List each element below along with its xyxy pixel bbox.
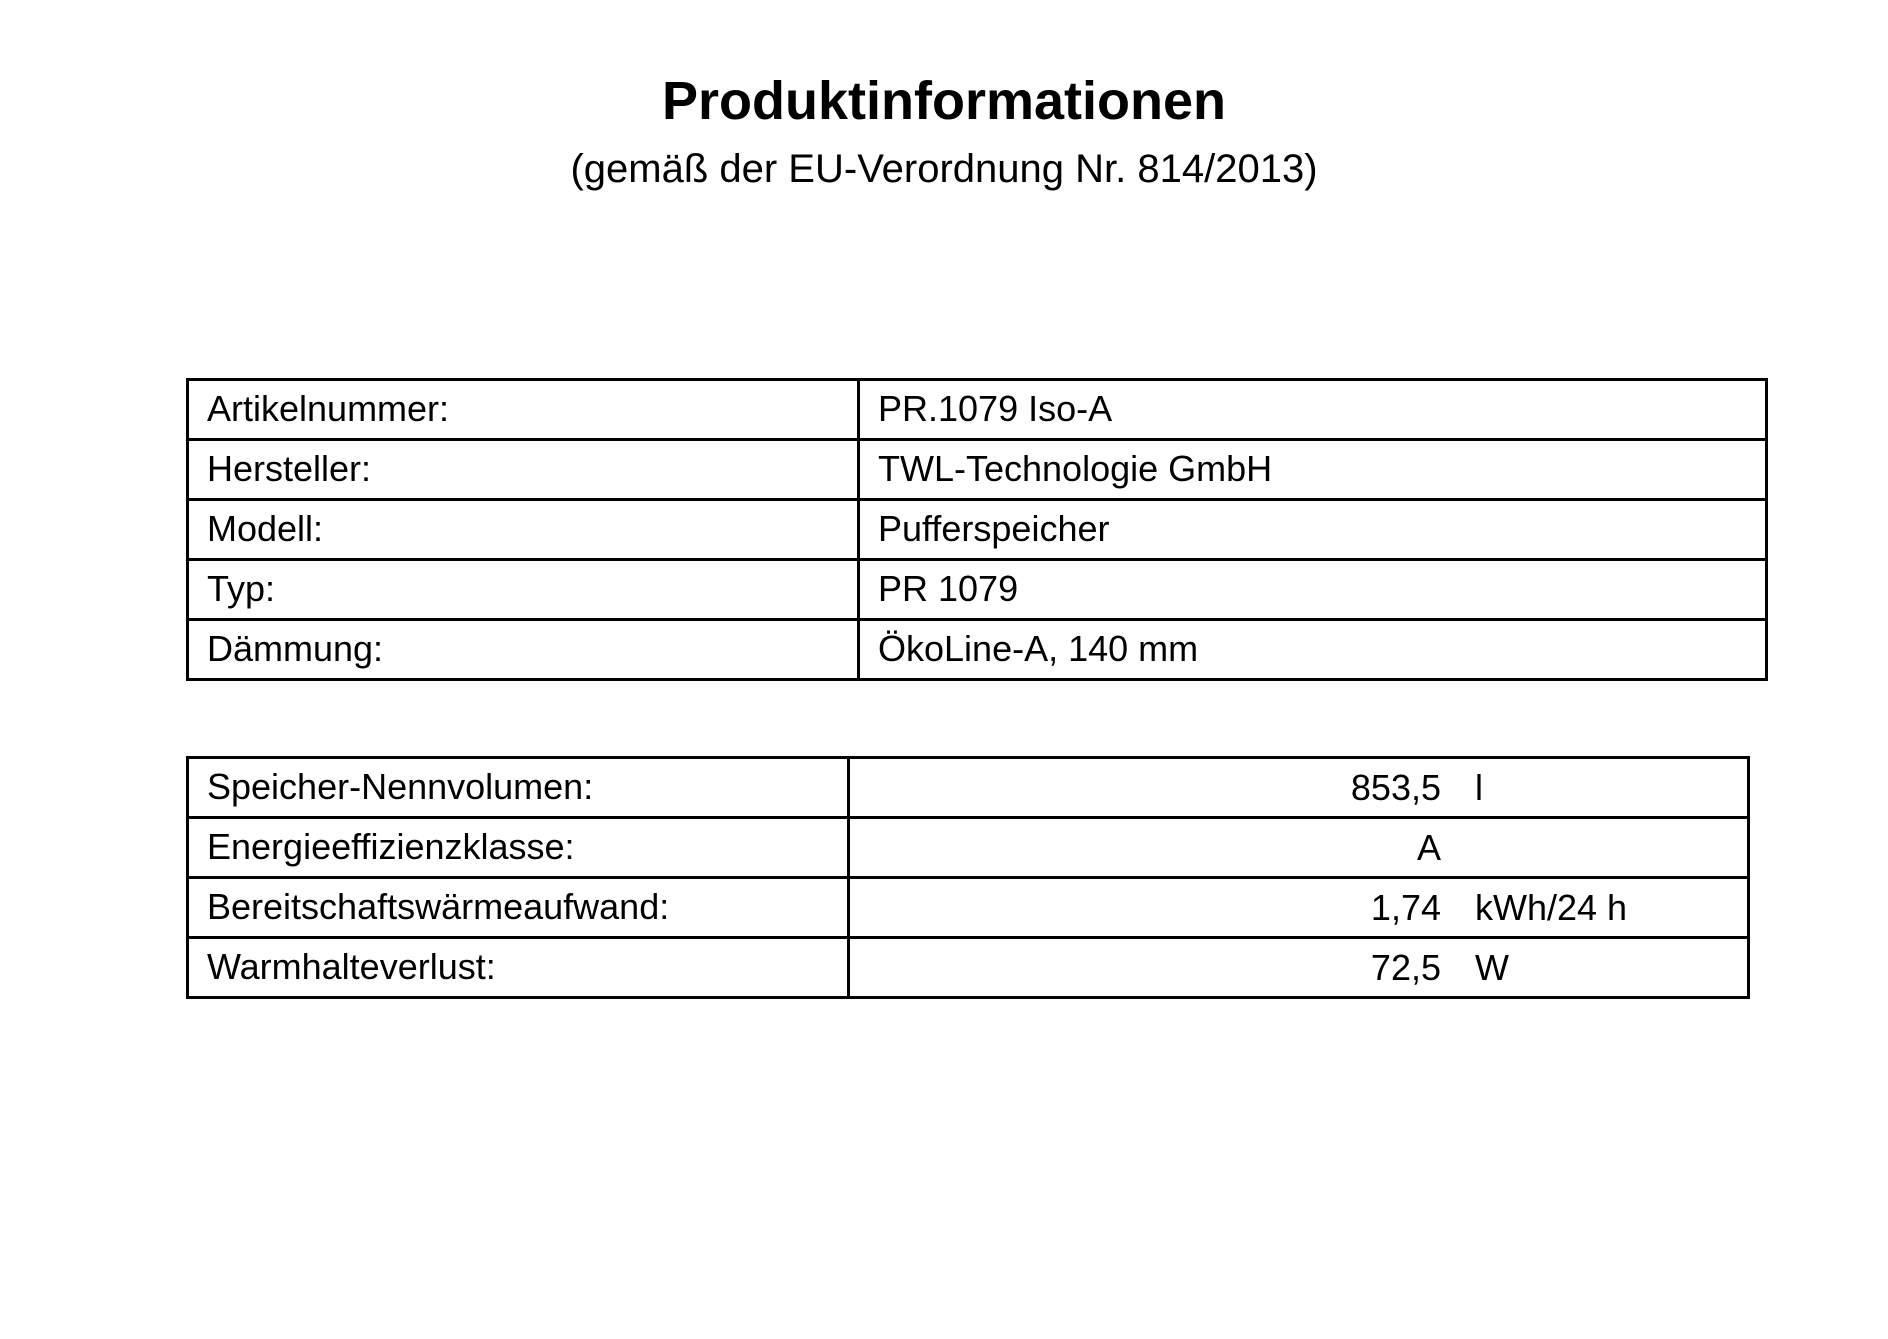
technical-specifications-table (186, 756, 1750, 999)
row-label: Modell: (188, 500, 859, 560)
row-value: Pufferspeicher (859, 500, 1767, 560)
row-unit: kWh/24 h (1475, 887, 1628, 929)
tables-container (0, 378, 1888, 999)
page-title: Produktinformationen (662, 71, 1226, 131)
table-row (188, 938, 1749, 998)
row-label: Bereitschaftswärmeaufwand: (188, 878, 849, 938)
product-information-sheet (0, 72, 1888, 1339)
row-label: Warmhalteverlust: (188, 938, 849, 998)
row-label: Typ: (188, 560, 859, 620)
table-row (188, 878, 1749, 938)
row-label: Dämmung: (188, 620, 859, 680)
table-row (188, 500, 1767, 560)
table-row (188, 380, 1767, 440)
page-subtitle: (gemäß der EU-Verordnung Nr. 814/2013) (570, 147, 1318, 192)
row-value-cell (849, 758, 1749, 818)
table-row (188, 758, 1749, 818)
table-row (188, 818, 1749, 878)
row-value-cell (849, 938, 1749, 998)
row-value: PR.1079 Iso-A (859, 380, 1767, 440)
row-value: PR 1079 (859, 560, 1767, 620)
product-identification-table (186, 378, 1768, 681)
row-value: 72,5 (1370, 947, 1441, 989)
table-row (188, 620, 1767, 680)
table-row (188, 560, 1767, 620)
row-value: TWL-Technologie GmbH (859, 440, 1767, 500)
row-label: Hersteller: (188, 440, 859, 500)
row-unit: W (1475, 947, 1509, 989)
row-value: ÖkoLine-A, 140 mm (859, 620, 1767, 680)
row-label: Speicher-Nennvolumen: (188, 758, 849, 818)
row-unit: l (1475, 767, 1483, 809)
table-row (188, 440, 1767, 500)
row-value-cell (849, 818, 1749, 878)
row-value-cell (849, 878, 1749, 938)
row-value: 853,5 (1350, 767, 1441, 809)
row-value: 1,74 (1370, 887, 1441, 929)
row-value: A (1416, 827, 1441, 869)
row-label: Artikelnummer: (188, 380, 859, 440)
row-label: Energieeffizienzklasse: (188, 818, 849, 878)
